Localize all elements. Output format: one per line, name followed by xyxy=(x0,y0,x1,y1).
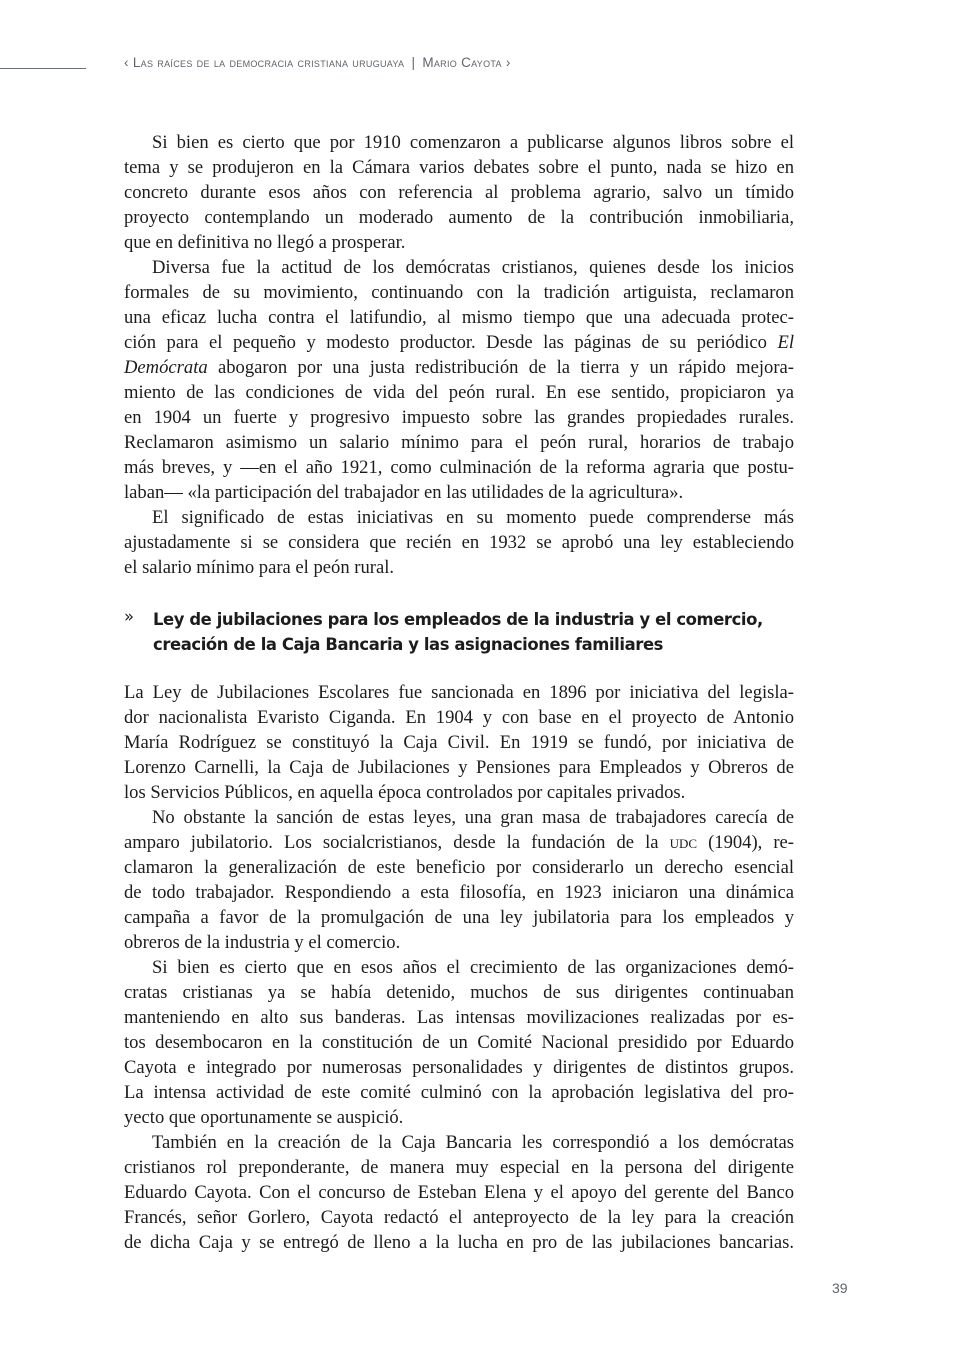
text-line xyxy=(124,355,794,380)
section-heading xyxy=(124,607,763,657)
heading-line: creación de la Caja Bancaria y las asignaciones familiares xyxy=(153,635,664,654)
running-head xyxy=(124,55,511,70)
paragraph xyxy=(124,505,794,580)
paragraph xyxy=(124,955,794,1130)
paragraph xyxy=(124,805,794,955)
text-line: El significado de estas iniciativas en su momento puede comprenderse más xyxy=(152,507,794,528)
text-line: María Rodríguez se constituyó la Caja Civil. En 1919 se fundó, por iniciativa de xyxy=(124,732,794,753)
text-line: Si bien es cierto que por 1910 comenzaron a publicarse algunos libros sobre el xyxy=(152,132,794,153)
text-line: Francés, señor Gorlero, Cayota redactó el anteproyecto de la ley para la creación xyxy=(124,1207,794,1228)
section-two-text xyxy=(124,680,794,1255)
text-line: campaña a favor de la promulgación de una ley jubilatoria para los empleados y xyxy=(124,907,794,928)
periodical-title: Demócrata xyxy=(124,357,208,378)
udc-abbreviation: udc xyxy=(669,832,698,853)
text-line: Lorenzo Carnelli, la Caja de Jubilaciones y Pensiones para Empleados y Obreros de xyxy=(124,757,794,778)
page-number: 39 xyxy=(832,1280,848,1296)
heading-marker: » xyxy=(124,607,134,626)
paragraph xyxy=(124,1130,794,1255)
text-line: cratas cristianas ya se había detenido, muchos de sus dirigentes continuaban xyxy=(124,982,794,1003)
text-line: dor nacionalista Evaristo Ciganda. En 1904 y con base en el proyecto de Antonio xyxy=(124,707,794,728)
text-line: proyecto contemplando un moderado aumento de la contribución inmobiliaria, xyxy=(124,207,794,228)
paragraph xyxy=(124,255,794,505)
text-line: Eduardo Cayota. Con el concurso de Esteban Elena y el apoyo del gerente del Banco xyxy=(124,1182,794,1203)
text-line xyxy=(124,330,794,355)
text-line: laban— «la participación del trabajador en las utilidades de la agricultura». xyxy=(124,482,684,503)
text-line xyxy=(124,830,794,855)
text-fragment: amparo jubilatorio. Los socialcristianos, desde la fundación de la xyxy=(124,832,659,853)
text-line: Cayota e integrado por numerosas personalidades y dirigentes de distintos grupos. xyxy=(124,1057,794,1078)
text-line: manteniendo en alto sus banderas. Las intensas movilizaciones realizadas por es- xyxy=(124,1007,794,1028)
book-title: ‹ Las raíces de la democracia cristiana uruguaya xyxy=(124,55,405,70)
text-line: obreros de la industria y el comercio. xyxy=(124,932,401,953)
text-line: de dicha Caja y se entregó de lleno a la lucha en pro de las jubilaciones bancarias. xyxy=(124,1232,794,1253)
header-rule xyxy=(0,68,86,69)
text-fragment: abogaron por una justa redistribución de la tierra y un rápido mejora- xyxy=(217,357,794,378)
text-line: Diversa fue la actitud de los demócratas cristianos, quienes desde los inicios xyxy=(152,257,794,278)
section-one-text xyxy=(124,130,794,580)
text-line: formales de su movimiento, continuando con la tradición artiguista, reclamaron xyxy=(124,282,794,303)
text-line: los Servicios Públicos, en aquella época controlados por capitales privados. xyxy=(124,782,686,803)
text-line: yecto que oportunamente se auspició. xyxy=(124,1107,404,1128)
text-line: miento de las condiciones de vida del peón rural. En ese sentido, propiciaron ya xyxy=(124,382,794,403)
paragraph xyxy=(124,130,794,255)
text-fragment: ción para el pequeño y modesto productor. Desde las páginas de su periódico xyxy=(124,332,767,353)
header-separator: | xyxy=(411,55,416,70)
text-line: tos desembocaron en la constitución de un Comité Nacional presidido por Eduardo xyxy=(124,1032,794,1053)
text-line: No obstante la sanción de estas leyes, una gran masa de trabajadores carecía de xyxy=(152,807,794,828)
text-line: concreto durante esos años con referencia al problema agrario, salvo un tímido xyxy=(124,182,794,203)
text-line: más breves, y —en el año 1921, como culminación de la reforma agraria que postu- xyxy=(124,457,794,478)
text-line: de todo trabajador. Respondiendo a esta filosofía, en 1923 iniciaron una dinámica xyxy=(124,882,794,903)
periodical-title: El xyxy=(777,332,794,353)
text-line: el salario mínimo para el peón rural. xyxy=(124,557,395,578)
text-line: en 1904 un fuerte y progresivo impuesto sobre las grandes propiedades rurales. xyxy=(124,407,794,428)
text-line: Si bien es cierto que en esos años el crecimiento de las organizaciones demó- xyxy=(152,957,794,978)
text-line: tema y se produjeron en la Cámara varios debates sobre el punto, nada se hizo en xyxy=(124,157,794,178)
heading-line: Ley de jubilaciones para los empleados de la industria y el comercio, xyxy=(153,610,763,629)
text-line: La intensa actividad de este comité culminó con la aprobación legislativa del pro- xyxy=(124,1082,794,1103)
text-line: También en la creación de la Caja Bancaria les correspondió a los demócratas xyxy=(152,1132,794,1153)
text-line: Reclamaron asimismo un salario mínimo para el peón rural, horarios de trabajo xyxy=(124,432,794,453)
text-line: una eficaz lucha contra el latifundio, al mismo tiempo que una adecuada protec- xyxy=(124,307,794,328)
author-name: Mario Cayota › xyxy=(422,55,511,70)
text-line: que en definitiva no llegó a prosperar. xyxy=(124,232,406,253)
text-fragment: (1904), re- xyxy=(708,832,795,853)
text-line: La Ley de Jubilaciones Escolares fue sancionada en 1896 por iniciativa del legisla- xyxy=(124,682,794,703)
text-line: clamaron la generalización de este beneficio por considerarlo un derecho esencial xyxy=(124,857,794,878)
text-line: ajustadamente si se considera que recién en 1932 se aprobó una ley estableciendo xyxy=(124,532,794,553)
text-line: cristianos rol preponderante, de manera muy especial en la persona del dirigente xyxy=(124,1157,794,1178)
paragraph xyxy=(124,680,794,805)
